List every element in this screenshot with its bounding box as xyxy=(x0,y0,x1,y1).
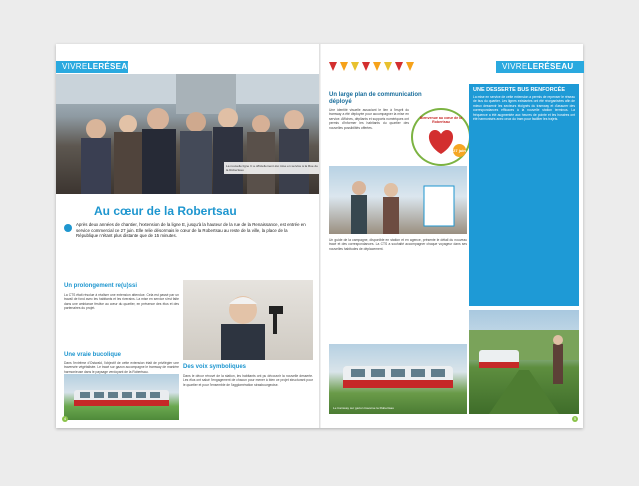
magazine-spread xyxy=(56,44,583,428)
banner-bold-text: LERÉSEAU xyxy=(527,62,574,71)
article-lead: Après deux années de chantier, l'extension de la ligne E, jusqu'à la hauteur de la rue de la Renaissance, est entrée en service commercial ce 27 juin. Elle relie désormais le cœur de la Robertsau au reste de la ville, la place de la République n'étant plus distante que de 15 minutes. xyxy=(76,222,306,239)
tram-bottom-illustration xyxy=(329,344,467,414)
top-photo-caption: La nouvelle ligne C a officiellement été mise en service à la Rue de la Robertsau xyxy=(224,162,319,174)
bunting-flag-icon xyxy=(362,62,370,71)
interview-photo xyxy=(183,280,313,360)
section-body-bucolique: Dans l'extrême d'Ostwald, l'objectif de cette extension était de privilégier une traversée végétalisée. Le tracé sur gazon accompagne le tramway de manière harmonieuse dans le paysage verdoyant de la Robertsau. xyxy=(64,361,179,374)
tram-photo-left xyxy=(64,374,179,420)
tram-photo-right xyxy=(469,310,579,414)
banner-bold-text: LERÉSEAU xyxy=(87,62,134,71)
badge-date: 27 juin xyxy=(453,144,466,157)
crowd-illustration xyxy=(56,74,319,194)
bunting-flag-icon xyxy=(406,62,414,71)
section-body-prolongement: La CTS était résolue à réaliser une extension attendue. Cela est passé par un travail de fond avec les habitants et les riverains. La mise en service s'est faite dans une ambiance festive au cœur du quartier, en présence des élus et des partenaires du projet. xyxy=(64,293,179,311)
interview-illustration xyxy=(183,280,313,360)
section-title-prolongement: Un prolongement re(u)ssi xyxy=(64,283,138,289)
section-body-campaign: Un guide de la campagne, disponible en station et en agence, présente le détail du nouveau tracé et des correspondances. La CTS a souhaité accompagner chaque voyageur dans ses nouvelles habitudes de déplacement. xyxy=(329,238,467,251)
tram-illustration xyxy=(64,374,179,420)
bunting-flag-icon xyxy=(340,62,348,71)
tram-photo-bottom xyxy=(329,344,467,414)
badge-title: Bienvenue au cœur de la Robertsau xyxy=(419,116,463,125)
section-body-voix: Dans le décor rénové de la station, les habitants ont pu découvrir la nouvelle desserte. Les élus ont salué l'engagement de chacun pour mener à bien ce projet structurant pour le quartier et pour l'ensemble de l'agglomération strasbourgeoise. xyxy=(183,374,313,387)
banner-light-text: VIVRE xyxy=(502,62,528,71)
section-title-communication: Un large plan de communication déployé xyxy=(329,92,422,105)
section-title-voix: Des voix symboliques xyxy=(183,364,247,370)
bus-info-body: La mise en service de cette extension a permis de repenser le réseau de bus du quartier. Les lignes existantes ont été réorganisées afin de mieux desservir les secteurs éloignés du tramway et d'assurer des correspondances efficaces à la nouvelle station terminus. La fréquence a été augmentée aux heures de pointe et les horaires ont été harmonisés avec ceux du tram pour faciliter les trajets. xyxy=(473,95,575,122)
people-illustration xyxy=(329,166,467,234)
communication-photo xyxy=(329,166,467,234)
tram-track-illustration xyxy=(469,310,579,414)
lead-bullet-icon xyxy=(64,224,72,232)
right-page xyxy=(321,44,584,428)
banner-light-text: VIVRE xyxy=(62,62,88,71)
bunting-flag-icon xyxy=(395,62,403,71)
bunting-flag-icon xyxy=(329,62,337,71)
section-banner xyxy=(56,61,134,73)
page-number-right: 5 xyxy=(573,416,577,421)
section-title-bucolique: Une vraie bucolique xyxy=(64,352,122,358)
bunting-flag-icon xyxy=(373,62,381,71)
campaign-badge xyxy=(411,108,471,166)
left-page xyxy=(56,44,319,428)
section-body-communication: Une identité visuelle associant le lien à l'esprit du tramway a été déployée pour accompagner la mise en service. Affiches, dépliants et supports numériques ont permis d'informer les habitants du quartier des nouvelles possibilités offertes. xyxy=(329,108,409,130)
article-title: Au cœur de la Robertsau xyxy=(94,204,237,218)
crowd-photo xyxy=(56,74,319,194)
page-number-left: 4 xyxy=(63,416,67,421)
bus-info-title: UNE DESSERTE BUS RENFORCÉE xyxy=(473,87,565,93)
bunting-flag-icon xyxy=(384,62,392,71)
section-banner xyxy=(496,61,584,73)
bunting-flags xyxy=(329,58,417,76)
bunting-flag-icon xyxy=(351,62,359,71)
bottom-photo-caption: Le tramway sur gazon traverse la Robertsau xyxy=(333,406,394,410)
bus-info-box xyxy=(469,84,579,306)
